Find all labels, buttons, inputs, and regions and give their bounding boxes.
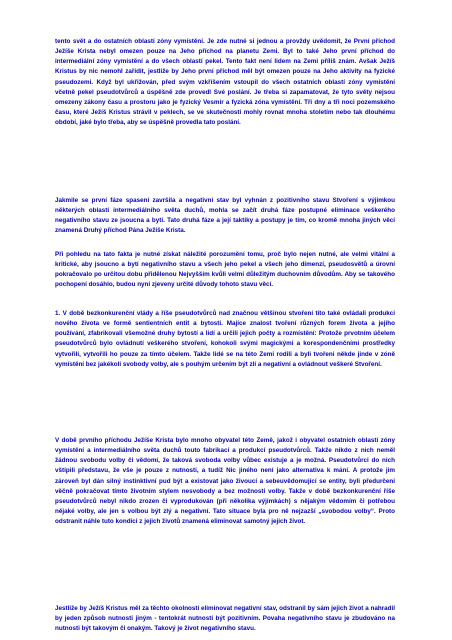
paragraph-2: Jakmile se první fáze spasení završila a negativní stav byl vyhnán z pozitivního stavu Stvoření s výjimkou některých oblastí intermediálního světa duchů, mohla se začít druhá fáze postupné eliminace veškerého negativního stavu ze jsoucna a bytí. Tato druhá fáze a její taktiky a postupy je tím, co kromě mnoha jiných věcí znamená Druhý příchod Pána Ježíše Krista.	[55, 197, 395, 235]
paragraph-5: V době prvního příchodu Ježíše Krista bylo mnoho obyvatel této Země, jakož i obyvatel ostatních oblastí zóny vymístění a intermediálního světa duchů touto fabrikací a produkcí pseudotvůrců. Takže nikdo z nich neměl žádnou svobodu volby či vědomí, že taková svoboda volby vůbec existuje a je možná. Pseudotvůrci do nich vštípili představu, že vše je pouze z nutnosti, a tudíž Nic jiného není jako alternativa k mání. A protože jim zároveň byl dán silný instinktivní pud být a existovat jako živoucí a sebeuvědomující se entity, byli předurčeni věčně pokračovat tímto životním stylem nesvobody a bez možnosti volby. Takže v době bezkonkurenční říše pseudotvůrců nebyl nikdo zrozen či vyprodukován (při několika výjimkách) s nějakým vědomím či potřebou nějaké volby, ale jen s volbou být zlý a negativní. Tato situace byla pro ně nejzazší „svobodou volby“. Proto odstranit náhle tuto kondici z jejich životů znamená eliminovat samotný jejich život.	[55, 437, 395, 526]
paragraph-1: tento svět a do ostatních oblastí zóny vymístění. Je zde nutné si jednou a provždy uvědomit, že První příchod Ježíše Krista nebyl omezen pouze na Jeho příchod na planetu Zemi. Byl to také Jeho první příchod do intermediální zóny vymístění a do všech oblastí pekel. Tento fakt není lidem na Zemi příliš znám. Avšak Ježíš Kristus by nic nemohl zařídit, jestliže by Jeho první příchod měl být omezen pouze na Jeho aktivity na fyzické pseudozemi. Když byl ukřižován, před svým vzkříšením vstoupil do všech ostatních oblastí zóny vymístění včetně pekel pseudotvůrců a úspěšně zde provedl Své poslání. Je třeba si zapamatovat, že tyto světy nejsou omezeny zákony času a prostoru jako je fyzický Vesmír a fyzická zóna vymístění. Tři dny a tři noci pozemského času, které Ježíš Kristus strávil v peklech, se ve skutečnosti mohly rovnat mnoha stoletím nebo tak dlouhému období, jaké bylo třeba, aby se úspěšně provedla tato poslání.	[55, 38, 395, 127]
paragraph-6: Jestliže by Ježíš Kristus měl za těchto okolností eliminovat negativní stav, odstranil by sám jejich život a nahradil by jeden způsob nutnosti jiným - tentokrát nutností být pozitivním. Povaha negativního stavu je zbudováno na nutnosti být takovým či onakým. Takový je život negativního stavu.	[55, 605, 395, 633]
paragraph-4-numbered-point: 1. V době bezkonkurenční vlády a říše pseudotvůrců nad značnou většinou stvoření tito také ovládali produkci nového života ve formě sentientních entit a bytostí. Majíce znalost tvoření různých forem života a jejího používání, zfabrikovali všemožné druhy bytostí a lidí a určili jejich počty a rozmístění: Protože prvotním účelem pseudotvůrců bylo ovládnutí veškerého stvoření, kohokoli svými magickými a korespondenčními prostředky vytvořili, vytvořili ho pouze za tímto účelem. Takže lidé se na této Zemi rodili a byli tvořeni někde jinde v zóně vymístění bez jakékoli svobody volby, ale s pouhým určením být zlí a negativní a ovládnout veškeré Stvoření.	[55, 310, 395, 368]
paragraph-3: Při pohledu na tato fakta je nutné získat náležité porozumění tomu, proč bylo nejen nutné, ale velmi vitální a kritické, aby jsoucno a bytí negativního stavu a všech jeho pekel a všech jeho dimenzí, pseudosvětů a úrovní pokračovalo po určitou dobu přidělenou Nejvyšším kvůli velmi důležitým duchovním důvodům. Aby se takového pochopení dosáhlo, budou nyní zjeveny určité důvody tohoto stavu věcí.	[55, 251, 395, 289]
